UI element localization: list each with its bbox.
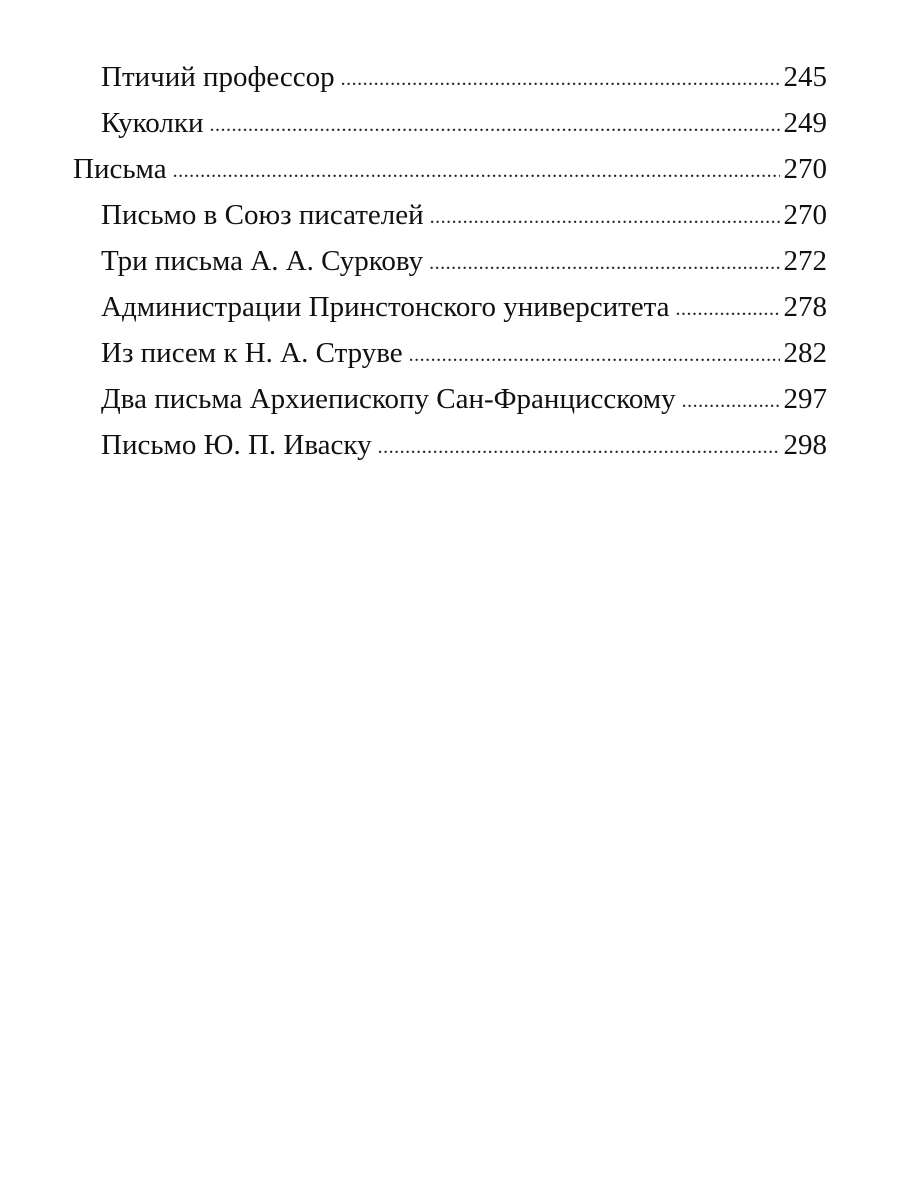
toc-section-letters[interactable] [73,146,827,192]
toc-entry-title: Администрации Принстонского университета [101,291,670,323]
toc-entry-struve-letters[interactable] [73,330,827,376]
toc-entry-ivask-letter[interactable] [73,422,827,468]
dot-leader [429,240,779,286]
dot-leader [676,286,780,332]
toc-entry-title: Письмо в Союз писателей [101,199,424,231]
table-of-contents [73,54,827,468]
toc-entry-bird-professor[interactable] [73,54,827,100]
dot-leader [341,56,780,102]
toc-entry-title: Из писем к Н. А. Струве [101,337,403,369]
toc-entry-title: Птичий профессор [101,61,335,93]
toc-entry-page-number: 270 [783,153,827,185]
toc-entry-page-number: 249 [783,107,827,139]
toc-entry-title: Куколки [101,107,204,139]
toc-entry-page-number: 297 [783,383,827,415]
dot-leader [173,148,780,194]
toc-entry-page-number: 270 [783,199,827,231]
toc-entry-writers-union-letter[interactable] [73,192,827,238]
toc-section-title: Письма [73,153,167,185]
toc-entry-page-number: 272 [783,245,827,277]
toc-entry-title: Письмо Ю. П. Иваску [101,429,372,461]
toc-entry-page-number: 298 [783,429,827,461]
dot-leader [682,378,780,424]
toc-entry-title: Три письма А. А. Суркову [101,245,424,277]
toc-entry-page-number: 278 [783,291,827,323]
toc-entry-page-number: 245 [783,61,827,93]
toc-entry-princeton-letter[interactable] [73,284,827,330]
toc-entry-surkov-letters[interactable] [73,238,827,284]
toc-entry-kukolki[interactable] [73,100,827,146]
toc-entry-title: Два письма Архиепископу Сан-Францисскому [101,383,676,415]
dot-leader [209,102,779,148]
dot-leader [409,332,780,378]
dot-leader [378,424,780,470]
toc-entry-archbishop-letters[interactable] [73,376,827,422]
dot-leader [430,194,780,240]
toc-entry-page-number: 282 [783,337,827,369]
